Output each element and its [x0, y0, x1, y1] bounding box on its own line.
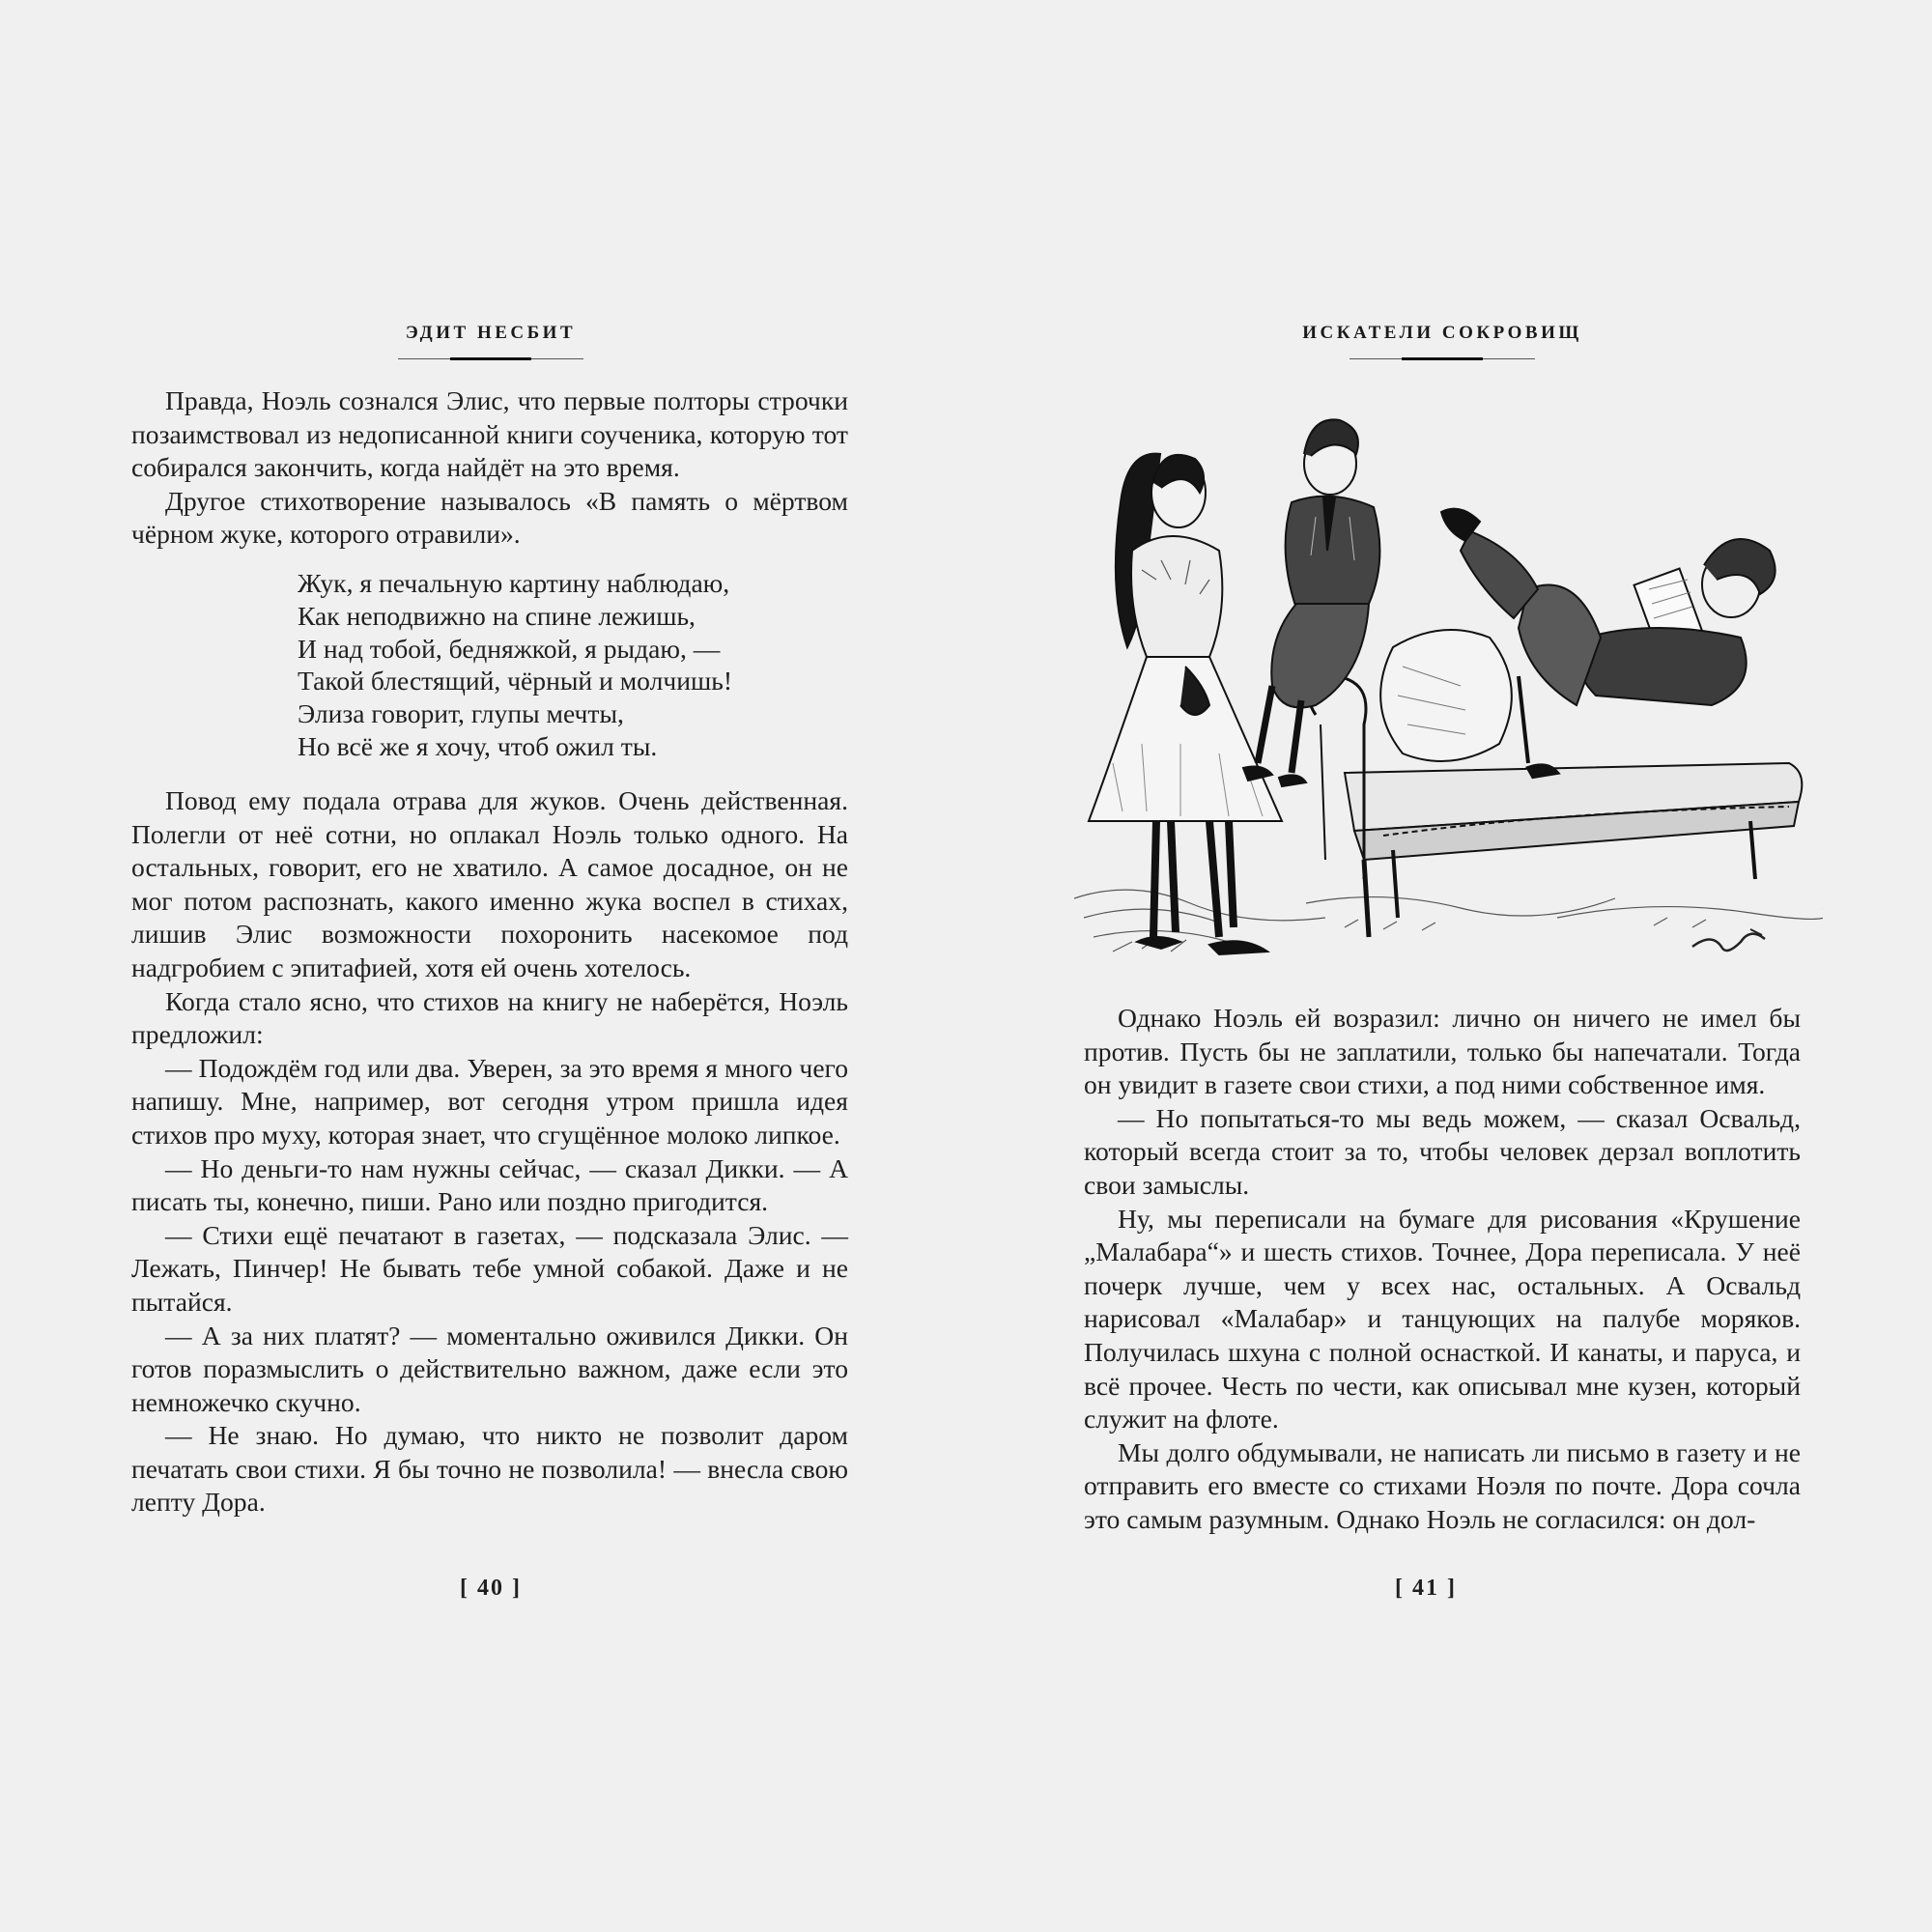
paragraph: — Но деньги-то нам нужны сейчас, — сказал Дикки. — А писать ты, конечно, пиши. Рано или поздно пригодится.	[131, 1152, 848, 1217]
paragraph: Мы долго обдумывали, не написать ли письмо в газету и не отправить его вместе со стихами Ноэля по почте. Дора сочла это самым разумным. Однако Ноэль не согласился: он дол-	[1084, 1436, 1801, 1534]
head-rule	[398, 358, 583, 359]
paragraph: Ну, мы переписали на бумаге для рисования «Крушение „Малабара“» и шесть стихов. Точнее, Дора переписала. У неё почерк лучше, чем у всех нас, остальных. А Освальд нарисовал «Малабар» и танцующих на палубе моряков. Получилась шхуна с полной оснасткой. И канаты, и паруса, и всё прочее. Честь по чести, как описывал мне кузен, который служит на флоте.	[1084, 1203, 1801, 1435]
poem-line: Элиза говорит, глупы мечты,	[298, 698, 624, 729]
paragraph: — Не знаю. Но думаю, что никто не позволит даром печатать свои стихи. Я бы точно не позволила! — внесла свою лепту Дора.	[131, 1420, 848, 1518]
page-number: [ 40 ]	[460, 1576, 522, 1601]
poem-line: Как неподвижно на спине лежишь,	[298, 600, 696, 631]
text-block	[1084, 1002, 1801, 1537]
paragraph: — Стихи ещё печатают в газетах, — подсказала Элис. — Лежать, Пинчер! Не бывать тебе умной собакой. Даже и не пытайся.	[131, 1219, 848, 1317]
page-number: [ 41 ]	[1395, 1576, 1457, 1601]
paragraph: Другое стихотворение называлось «В память о мёртвом чёрном жуке, которого отравили».	[131, 485, 848, 550]
text-block-top	[131, 384, 848, 552]
poem	[298, 567, 781, 763]
right-page	[966, 0, 1932, 1932]
engraving-illustration	[1074, 396, 1823, 971]
running-head-author: ЭДИТ НЕСБИТ	[405, 323, 577, 343]
paragraph: Правда, Ноэль сознался Элис, что первые полторы строчки позаимствовал из недописанной книги соученика, которую тот собирался закончить, когда найдёт на это время.	[131, 385, 848, 483]
paragraph: Повод ему подала отрава для жуков. Очень действенная. Полегли от неё сотни, но оплакал Ноэль только одного. На остальных, говорит, его не хватило. А самое досадное, он не мог потом распознать, какого именно жука воспел в стихах, лишив Элис возможности похоронить насекомое под надгробием с эпитафией, хотя ей очень хотелось.	[131, 785, 848, 982]
text-block-bottom	[131, 784, 848, 1520]
poem-line: Но всё же я хочу, чтоб ожил ты.	[298, 730, 658, 761]
head-rule	[1350, 358, 1535, 359]
poem-line: И над тобой, бедняжкой, я рыдаю, —	[298, 633, 721, 664]
paragraph: — Подождём год или два. Уверен, за это время я много чего напишу. Мне, например, вот сегодня утром пришла идея стихов про муху, которая знает, что сгущённое молоко липкое.	[131, 1052, 848, 1150]
paragraph: — А за них платят? — моментально оживился Дикки. Он готов поразмыслить о действительно важном, даже если это немножечко скучно.	[131, 1320, 848, 1417]
signature-mark	[1692, 929, 1765, 951]
paragraph: — Но попытаться-то мы ведь можем, — сказал Освальд, который всегда стоит за то, чтобы человек дерзал воплотить свои замыслы.	[1084, 1102, 1801, 1200]
paragraph: Когда стало ясно, что стихов на книгу не наберётся, Ноэль предложил:	[131, 985, 848, 1050]
poem-line: Жук, я печальную картину наблюдаю,	[298, 568, 730, 598]
running-head-title: ИСКАТЕЛИ СОКРОВИЩ	[1302, 323, 1582, 343]
poem-line: Такой блестящий, чёрный и молчишь!	[298, 666, 733, 696]
paragraph: Однако Ноэль ей возразил: лично он ничего не имел бы против. Пусть бы не заплатили, только бы напечатали. Тогда он увидит в газете свои стихи, а под ними собственное имя.	[1084, 1003, 1801, 1100]
